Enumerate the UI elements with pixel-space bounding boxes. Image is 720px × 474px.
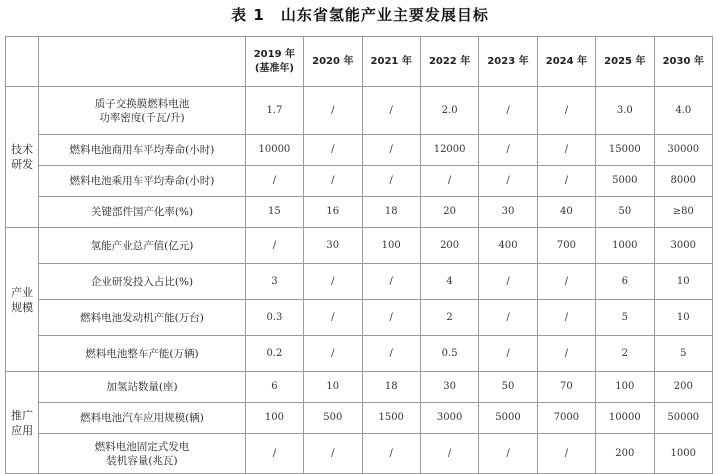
table-title-text: 山东省氢能产业主要发展目标 <box>280 6 489 24</box>
value-cell: / <box>245 166 303 197</box>
column-note: (基准年) <box>254 62 294 74</box>
metric-label: 氢能产业总产值(亿元) <box>39 228 245 264</box>
value-cell: 20 <box>420 197 478 228</box>
value-cell: 400 <box>479 228 537 264</box>
value-cell: 30 <box>420 372 478 403</box>
value-cell: 2 <box>420 300 478 336</box>
table-row <box>6 336 713 372</box>
value-cell: / <box>362 166 420 197</box>
value-cell: 30 <box>479 197 537 228</box>
value-cell: / <box>304 264 362 300</box>
value-cell: 10 <box>654 300 712 336</box>
category-line: 产业 <box>11 285 34 299</box>
column-header <box>537 37 595 87</box>
column-header <box>596 37 654 87</box>
category-line: 研发 <box>11 158 34 171</box>
value-cell: 10000 <box>245 135 303 166</box>
value-cell: / <box>479 336 537 372</box>
value-cell: 200 <box>654 372 712 403</box>
table-number: 表 1 <box>231 6 265 24</box>
value-cell: / <box>537 166 595 197</box>
value-cell: 3 <box>245 264 303 300</box>
metric-label: 燃料电池整车产能(万辆) <box>39 336 245 372</box>
value-cell: / <box>304 87 362 135</box>
value-cell: 1.7 <box>245 87 303 135</box>
value-cell: 10 <box>654 264 712 300</box>
value-cell: 18 <box>362 372 420 403</box>
value-cell: 3000 <box>654 228 712 264</box>
column-header <box>654 37 712 87</box>
column-year: 2022 年 <box>428 55 471 67</box>
value-cell: 30 <box>304 228 362 264</box>
table-title <box>0 4 720 25</box>
value-cell: 15000 <box>596 135 654 166</box>
value-cell: 10 <box>304 372 362 403</box>
table-row <box>6 166 713 197</box>
value-cell: 100 <box>362 228 420 264</box>
category-cell <box>6 87 39 228</box>
value-cell: 5000 <box>596 166 654 197</box>
column-header <box>479 37 537 87</box>
metric-label: 燃料电池汽车应用规模(辆) <box>39 403 245 434</box>
value-cell: / <box>479 300 537 336</box>
column-year: 2021 年 <box>370 55 412 67</box>
category-line: 技术 <box>11 143 34 156</box>
value-cell: / <box>245 228 303 264</box>
value-cell: 5 <box>654 336 712 372</box>
table-row <box>6 87 713 135</box>
column-header <box>245 37 303 87</box>
value-cell: 7000 <box>537 403 595 434</box>
value-cell: 4 <box>420 264 478 300</box>
value-cell: 200 <box>420 228 478 264</box>
table-row <box>6 300 713 336</box>
value-cell: 6 <box>245 372 303 403</box>
column-year: 2023 年 <box>487 55 529 67</box>
value-cell: 18 <box>362 197 420 228</box>
value-cell: / <box>537 264 595 300</box>
value-cell: / <box>362 336 420 372</box>
header-row <box>6 37 713 87</box>
value-cell: / <box>479 264 537 300</box>
table-row <box>6 403 713 434</box>
value-cell: / <box>304 135 362 166</box>
column-header <box>304 37 362 87</box>
value-cell: 2 <box>596 336 654 372</box>
metric-label <box>39 434 245 474</box>
category-line: 推广 <box>11 408 34 422</box>
column-year: 2019 年 <box>253 48 296 60</box>
value-cell: 0.5 <box>420 336 478 372</box>
value-cell: 50 <box>479 372 537 403</box>
value-cell: 200 <box>596 434 654 474</box>
value-cell: 50000 <box>654 403 712 434</box>
value-cell: 700 <box>537 228 595 264</box>
value-cell: 8000 <box>654 166 712 197</box>
value-cell: 1500 <box>362 403 420 434</box>
column-year: 2024 年 <box>545 55 588 67</box>
value-cell: / <box>362 264 420 300</box>
value-cell: / <box>479 87 537 135</box>
value-cell: 40 <box>537 197 595 228</box>
table-row <box>6 228 713 264</box>
metric-line: 功率密度(千瓦/升) <box>99 111 185 124</box>
value-cell: 70 <box>537 372 595 403</box>
value-cell: / <box>362 135 420 166</box>
header-corner <box>6 37 39 87</box>
value-cell: 10000 <box>596 403 654 434</box>
value-cell: / <box>304 336 362 372</box>
value-cell: / <box>420 434 478 474</box>
metric-label: 燃料电池乘用车平均寿命(小时) <box>39 166 245 197</box>
category-line: 应用 <box>11 423 34 437</box>
value-cell: 30000 <box>654 135 712 166</box>
value-cell: 3.0 <box>596 87 654 135</box>
category-cell <box>6 372 39 474</box>
targets-table <box>5 36 713 474</box>
value-cell: / <box>479 135 537 166</box>
column-year: 2025 年 <box>604 55 646 67</box>
value-cell: 0.3 <box>245 300 303 336</box>
header-corner-metric <box>39 37 245 87</box>
value-cell: ≥80 <box>654 197 712 228</box>
value-cell: 500 <box>304 403 362 434</box>
category-cell <box>6 228 39 372</box>
column-year: 2020 年 <box>312 55 354 67</box>
value-cell: / <box>537 87 595 135</box>
value-cell: 6 <box>596 264 654 300</box>
value-cell: 0.2 <box>245 336 303 372</box>
value-cell: 5000 <box>479 403 537 434</box>
metric-line: 质子交换膜燃料电池 <box>94 97 190 110</box>
metric-label: 燃料电池商用车平均寿命(小时) <box>39 135 245 166</box>
metric-label: 加氢站数量(座) <box>39 372 245 403</box>
value-cell: / <box>479 166 537 197</box>
value-cell: 15 <box>245 197 303 228</box>
value-cell: 4.0 <box>654 87 712 135</box>
table-row <box>6 372 713 403</box>
table-row <box>6 264 713 300</box>
table-row <box>6 197 713 228</box>
metric-line: 燃料电池固定式发电 <box>94 440 190 453</box>
metric-label: 燃料电池发动机产能(万台) <box>39 300 245 336</box>
value-cell: / <box>479 434 537 474</box>
value-cell: / <box>537 336 595 372</box>
column-year: 2030 年 <box>662 55 704 67</box>
value-cell: / <box>362 300 420 336</box>
value-cell: 100 <box>245 403 303 434</box>
value-cell: 50 <box>596 197 654 228</box>
value-cell: 2.0 <box>420 87 478 135</box>
value-cell: 12000 <box>420 135 478 166</box>
value-cell: / <box>537 434 595 474</box>
column-header <box>420 37 478 87</box>
metric-label <box>39 87 245 135</box>
metric-line: 装机容量(兆瓦) <box>106 454 178 467</box>
value-cell: / <box>537 135 595 166</box>
value-cell: 16 <box>304 197 362 228</box>
metric-label: 关键部件国产化率(%) <box>39 197 245 228</box>
value-cell: / <box>537 300 595 336</box>
value-cell: / <box>245 434 303 474</box>
value-cell: 1000 <box>596 228 654 264</box>
category-line: 规模 <box>11 300 34 314</box>
value-cell: 1000 <box>654 434 712 474</box>
value-cell: / <box>304 434 362 474</box>
value-cell: / <box>420 166 478 197</box>
table-row <box>6 434 713 474</box>
value-cell: 5 <box>596 300 654 336</box>
table-row <box>6 135 713 166</box>
value-cell: / <box>362 87 420 135</box>
value-cell: 3000 <box>420 403 478 434</box>
metric-label: 企业研发投入占比(%) <box>39 264 245 300</box>
value-cell: 100 <box>596 372 654 403</box>
value-cell: / <box>304 300 362 336</box>
value-cell: / <box>362 434 420 474</box>
column-header <box>362 37 420 87</box>
value-cell: / <box>304 166 362 197</box>
